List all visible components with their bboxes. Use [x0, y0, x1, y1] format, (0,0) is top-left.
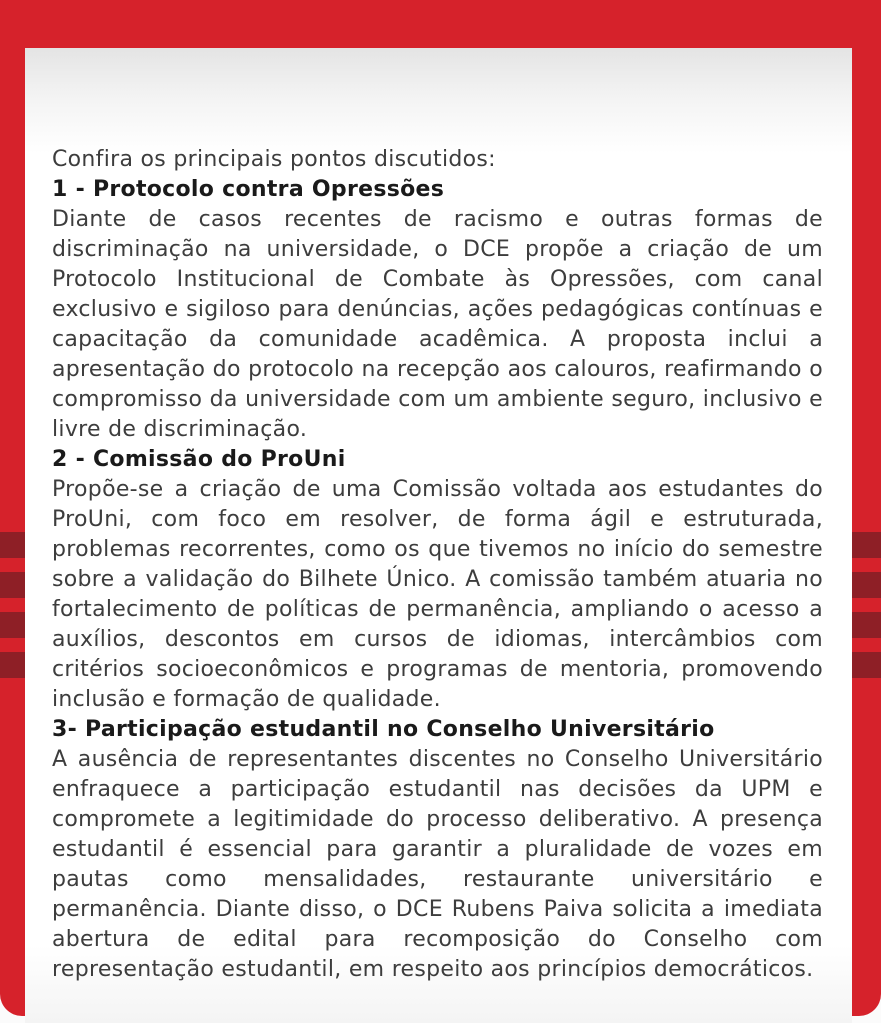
section-2-body: Propõe-se a criação de uma Comissão voltada aos estudantes do ProUni, com foco em resolver, de forma ágil e estruturada, problemas recorrentes, como os que tivemos no início do semestre sobre a validação do Bilhete Único. A comissão também atuaria no fortalecimento de políticas de permanência, ampliando o acesso a auxílios, descontos em cursos de idiomas, intercâmbios com critérios socioeconômicos e programas de mentoria, promovendo inclusão e formação de qualidade.: [52, 477, 823, 712]
section-3-heading: 3- Participação estudantil no Conselho Universitário: [52, 717, 715, 742]
section-1-heading: 1 - Protocolo contra Opressões: [52, 177, 445, 202]
intro-line: Confira os principais pontos discutidos:: [52, 147, 496, 172]
section-3-body: A ausência de representantes discentes no Conselho Universitário enfraquece a participação estudantil nas decisões da UPM e compromete a legitimidade do processo deliberativo. A presença estudantil é essencial para garantir a pluralidade de vozes em pautas como mensalidades, restaurante universitário e permanência. Diante disso, o DCE Rubens Paiva solicita a imediata abertura de edital para recomposição do Conselho com representação estudantil, em respeito aos princípios democráticos.: [52, 747, 823, 982]
content-card: [25, 48, 852, 1023]
section-1-body: Diante de casos recentes de racismo e outras formas de discriminação na universidade, o DCE propõe a criação de um Protocolo Institucional de Combate às Opressões, com canal exclusivo e sigiloso para denúncias, ações pedagógicas contínuas e capacitação da comunidade acadêmica. A proposta inclui a apresentação do protocolo na recepção aos calouros, reafirmando o compromisso da universidade com um ambiente seguro, inclusivo e livre de discriminação.: [52, 207, 823, 442]
section-2-heading: 2 - Comissão do ProUni: [52, 447, 346, 472]
